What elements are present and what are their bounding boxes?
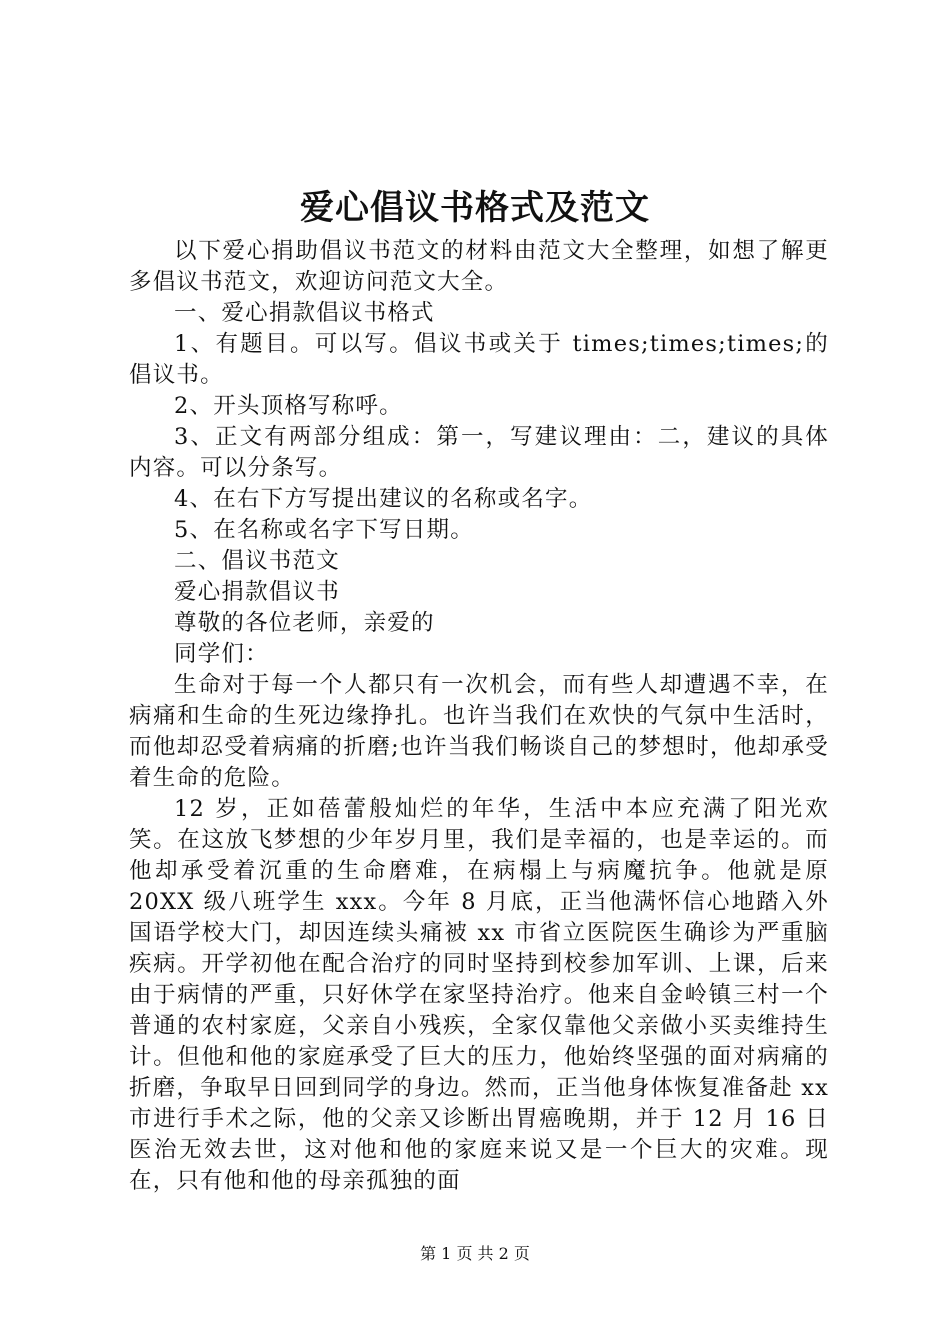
salutation-line-2: 同学们：	[174, 641, 269, 667]
format-item-3: 3、正文有两部分组成：第一，写建议理由：二，建议的具体内容。可以分条写。	[129, 424, 829, 481]
paragraph-life: 生命对于每一个人都只有一次机会，而有些人却遭遇不幸，在病痛和生命的生死边缘挣扎。也许当我们在欢快的气氛中生活时，而他却忍受着病痛的折磨;也许当我们畅谈自己的梦想时，他却承受着生命的危险。	[129, 672, 829, 791]
paragraph-intro: 以下爱心捐助倡议书范文的材料由范文大全整理，如想了解更多倡议书范文，欢迎访问范文大全。	[129, 238, 829, 295]
sample-title: 爱心捐款倡议书	[174, 579, 340, 605]
format-item-1: 1、有题目。可以写。倡议书或关于 times;times;times;的倡议书。	[129, 331, 829, 388]
format-item-2: 2、开头顶格写称呼。	[174, 393, 403, 419]
salutation-line-1: 尊敬的各位老师，亲爱的	[174, 610, 435, 636]
document-body	[129, 236, 829, 1197]
document-title: 爱心倡议书格式及范文	[300, 188, 650, 228]
paragraph-story: 12 岁，正如蓓蕾般灿烂的年华，生活中本应充满了阳光欢笑。在这放飞梦想的少年岁月里，我们是幸福的，也是幸运的。而他却承受着沉重的生命磨难，在病榻上与病魔抗争。他就是原 20XX 级八班学生 xxx。今年 8 月底，正当他满怀信心地踏入外国语学校大门，却因连续头痛被 xx 市省立医院医生确诊为严重脑疾病。开学初他在配合治疗的同时坚持到校参加军训、上课，后来由于病情的严重，只好休学在家坚持治疗。他来自金岭镇三村一个普通的农村家庭，父亲自小残疾，全家仅靠他父亲做小买卖维持生计。但他和他的家庭承受了巨大的压力，他始终坚强的面对病痛的折磨，争取早日回到同学的身边。然而，正当他身体恢复准备赴 xx 市进行手术之际，他的父亲又诊断出胃癌晚期，并于 12 月 16 日医治无效去世，这对他和他的家庭来说又是一个巨大的灾难。现在，只有他和他的母亲孤独的面	[129, 796, 829, 1194]
section-heading-format: 一、爱心捐款倡议书格式	[174, 300, 435, 326]
format-item-5: 5、在名称或名字下写日期。	[174, 517, 474, 543]
format-item-4: 4、在右下方写提出建议的名称或名字。	[174, 486, 593, 512]
section-heading-sample: 二、倡议书范文	[174, 548, 340, 574]
page-footer: 第 1 页 共 2 页	[420, 1244, 530, 1263]
